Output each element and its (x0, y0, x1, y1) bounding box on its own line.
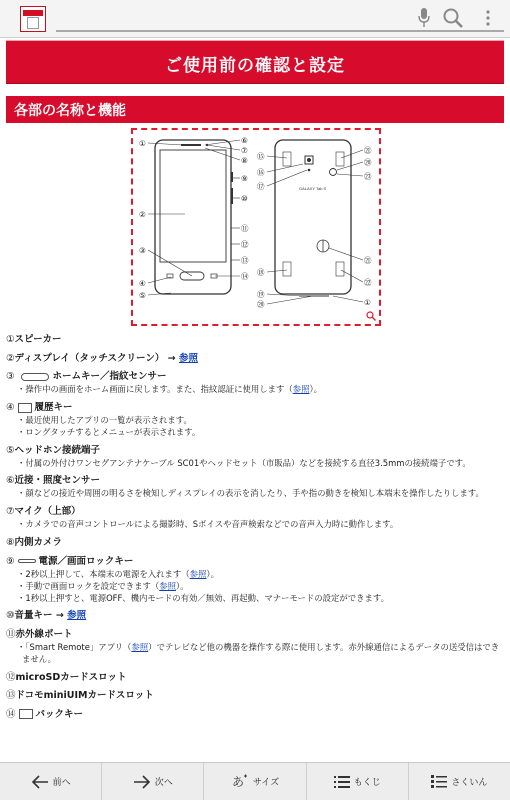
index-icon (431, 775, 447, 789)
list-item: ⑫microSDカードスロット (6, 671, 127, 683)
list-item: ①スピーカー (6, 334, 62, 345)
bullet-text: ・「Smart Remote」アプリ（参照）でテレビなど他の機器を操作する際に使用します。赤外線通信によるデータの送受信はできません。 (17, 641, 500, 664)
section-title: 各部の名称と機能 (14, 103, 126, 119)
recent-apps-key-icon (18, 403, 32, 413)
zoom-icon[interactable] (366, 311, 378, 323)
bullet-text: ・カメラでの音声コントロールによる撮影時、Sボイスや音声検索などでの音声入力時に動作します。 (17, 519, 399, 530)
address-bar[interactable] (56, 30, 504, 32)
page-title: ご使用前の確認と設定 (165, 56, 345, 76)
overflow-menu-icon[interactable] (478, 6, 498, 30)
list-item: ②ディスプレイ（タッチスクリーン） → 参照 (6, 352, 198, 364)
top-toolbar (0, 0, 510, 38)
svg-text:㉑: ㉑ (364, 256, 372, 265)
back-key-icon (19, 709, 33, 719)
list-item: ⑧内側カメラ (6, 536, 63, 548)
device-diagram[interactable] (131, 128, 381, 326)
svg-text:⑳: ⑳ (257, 300, 265, 309)
bullet-text: ・顔などの接近や周囲の明るさを検知しディスプレイの表示を消したり、手や指の動きを検知し本端末を操作したりします。 (17, 488, 484, 499)
svg-text:⑩: ⑩ (241, 194, 248, 203)
svg-text:⑱: ⑱ (257, 268, 265, 277)
svg-text:⑭: ⑭ (241, 272, 249, 281)
page-title-banner (6, 40, 504, 84)
svg-text:④: ④ (139, 279, 146, 288)
manual-app-icon[interactable] (20, 6, 46, 32)
svg-text:㉓: ㉓ (364, 172, 372, 181)
bottom-navigation (0, 762, 510, 800)
bullet-text: ・手動で画面ロックを設定できます（参照）。 (17, 580, 189, 591)
list-item: ⑬ドコモminiUIMカードスロット (6, 690, 154, 702)
contents-button[interactable]: もくじ (307, 763, 409, 800)
text-size-icon (231, 774, 249, 790)
list-item: ③ ホームキー／指紋センサー (6, 371, 167, 383)
bullet-text: ・ロングタッチするとメニューが表示されます。 (17, 427, 201, 438)
svg-text:⑰: ⑰ (257, 182, 265, 191)
svg-text:⑬: ⑬ (241, 256, 249, 265)
svg-text:⑳: ⑳ (364, 158, 372, 167)
svg-text:①: ① (364, 298, 371, 307)
section-header (6, 96, 504, 123)
svg-text:GALAXY Tab S: GALAXY Tab S (299, 186, 327, 191)
reference-link[interactable]: 参照 (131, 641, 149, 652)
reference-link[interactable]: 参照 (189, 568, 207, 579)
list-item: ⑨ 電源／画面ロックキー (6, 555, 134, 567)
next-button[interactable]: 次へ (102, 763, 204, 800)
search-icon[interactable] (440, 6, 466, 30)
arrow-left-icon (31, 775, 49, 789)
bullet-text: ・1秒以上押すと、電源OFF、機内モードの有効／無効、再起動、マナーモードの設定ができます。 (17, 592, 389, 603)
bullet-text: ・2秒以上押して、本端末の電源を入れます（参照）。 (17, 568, 219, 579)
svg-text:③: ③ (139, 246, 146, 255)
svg-text:⑨: ⑨ (241, 174, 248, 183)
list-item: ⑩音量キー → 参照 (6, 610, 87, 622)
size-button[interactable]: あ サイズ (204, 763, 306, 800)
list-icon (334, 775, 350, 789)
list-item: ④ 履歴キー (6, 402, 73, 414)
device-diagram-image (133, 130, 379, 324)
svg-text:①: ① (139, 139, 146, 148)
svg-text:あ: あ (231, 774, 244, 789)
svg-text:⑯: ⑯ (257, 168, 265, 177)
list-item: ⑪赤外線ポート (6, 628, 73, 640)
index-button[interactable]: さくいん (409, 763, 510, 800)
reference-link[interactable]: 参照 (178, 352, 198, 364)
svg-text:⑦: ⑦ (241, 146, 248, 155)
svg-text:㉑: ㉑ (364, 146, 372, 155)
svg-text:⑲: ⑲ (257, 290, 265, 299)
svg-text:⑧: ⑧ (241, 156, 248, 165)
list-item: ⑤ヘッドホン接続端子 (6, 444, 101, 456)
svg-text:⑥: ⑥ (241, 136, 248, 145)
home-key-icon (21, 373, 49, 381)
bullet-text: ・最近使用したアプリの一覧が表示されます。 (17, 415, 192, 426)
reference-link[interactable]: 参照 (67, 610, 87, 622)
arrow-right-icon (133, 775, 151, 789)
svg-text:⑪: ⑪ (241, 224, 249, 233)
list-item: ⑦マイク（上部） (6, 506, 81, 518)
bullet-text: ・操作中の画面をホーム画面に戻します。また、指紋認証に使用します（参照）。 (17, 384, 323, 395)
svg-text:⑤: ⑤ (139, 291, 146, 300)
power-key-icon (18, 559, 36, 563)
prev-button[interactable]: 前へ (0, 763, 102, 800)
svg-text:②: ② (139, 210, 146, 219)
reference-link[interactable]: 参照 (292, 384, 310, 395)
svg-text:⑫: ⑫ (241, 240, 249, 249)
parts-list (6, 333, 504, 721)
reference-link[interactable]: 参照 (159, 580, 176, 591)
bullet-text: ・付属の外付けワンセグアンテナケーブル SC01やヘッドセット（市販品）などを接続する直径3.5mmの接続端子です。 (17, 457, 471, 468)
list-item: ⑭ バックキー (6, 708, 84, 720)
microphone-icon[interactable] (412, 6, 436, 30)
list-item: ⑥近接・照度センサー (6, 475, 101, 487)
svg-text:㉒: ㉒ (364, 278, 372, 287)
svg-text:⑮: ⑮ (257, 152, 265, 161)
